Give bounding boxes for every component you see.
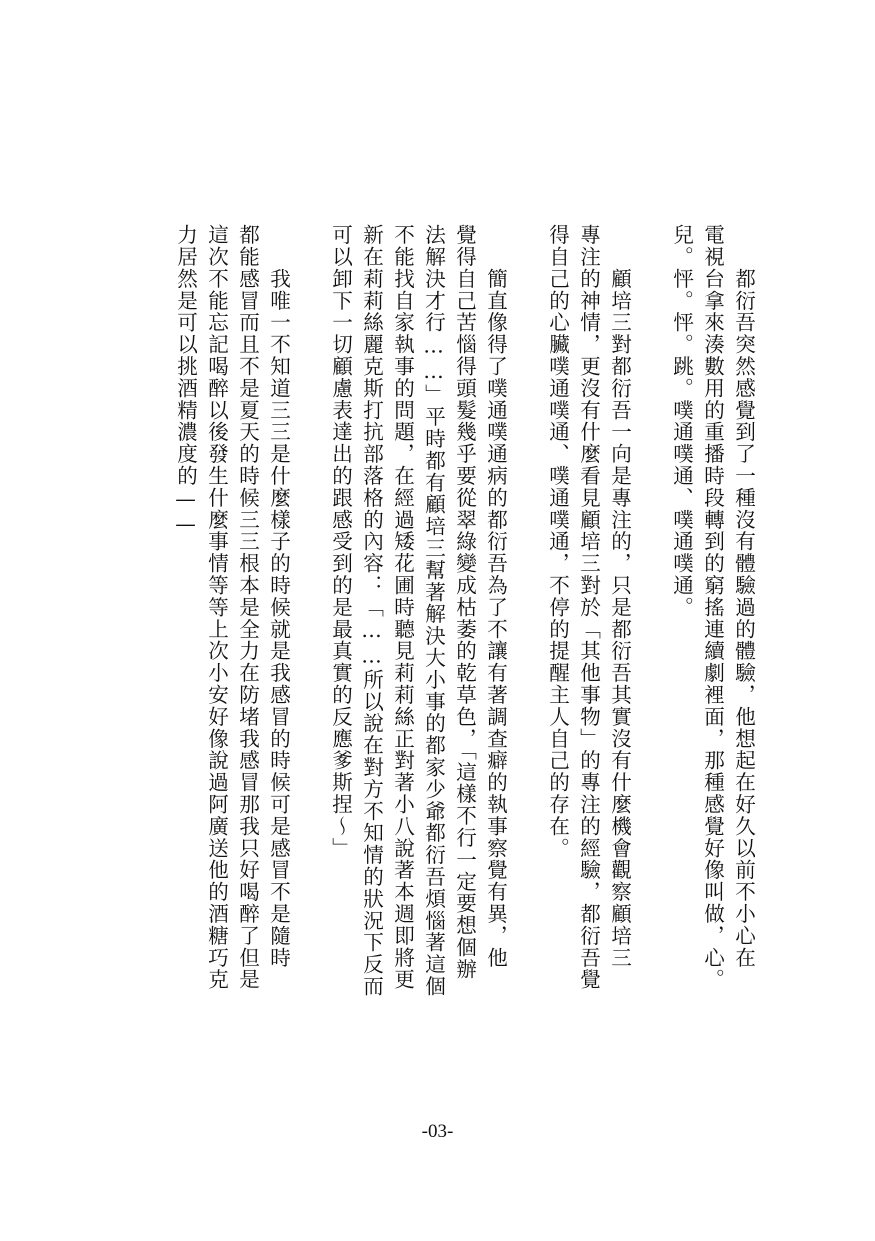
text-line: 得自己的心臟噗通噗通、噗通噗通，不停的提醒主人自己的存在。	[545, 224, 570, 860]
text-line: 我唯一不知道三三是什麼樣子的時候就是我感冒的時候可是感冒不是隨時	[266, 224, 291, 969]
text-line: 不能找自家執事的問題，在經過矮花圃時聽見莉莉絲正對著小八說著本週即將更	[390, 224, 415, 991]
text-line: 力居然是可以挑酒精濃度的——	[173, 224, 198, 538]
text-line: 可以卸下一切顧慮表達出的跟感受到的是最真實的反應爹斯捏～」	[328, 224, 353, 860]
text-line: 電視台拿來湊數用的重播時段轉到的窮搖連續劇裡面，那種感覺好像叫做，心。	[700, 224, 725, 991]
text-line: 都能感冒而且不是夏天的時候三三根本是全力在防堵我感冒那我只好喝醉了但是	[235, 224, 260, 991]
text-line: 都衍吾突然感覺到了一種沒有體驗過的體驗，他想起在好久以前不小心在	[731, 224, 756, 969]
text-line: 兒。怦。怦。跳。噗通噗通、噗通噗通。	[669, 224, 694, 619]
text-line: 這次不能忘記喝醉以後發生什麼事情等等上次小安好像說過阿廣送他的酒糖巧克	[204, 224, 229, 991]
text-line: 專注的神情，更沒有什麼看見顧培三對於「其他事物」的專注的經驗，都衍吾覺	[576, 224, 601, 991]
text-line: 法解決才行……」平時都有顧培三幫著解決大小事的都家少爺都衍吾煩惱著這個	[421, 224, 446, 998]
page-number: -03-	[421, 1121, 454, 1142]
text-line: 新在莉莉絲麗克斯打抗部落格的內容：「……所以說在對方不知情的狀況下反而	[359, 224, 384, 998]
text-line: 覺得自己苦惱得頭髮幾乎要從翠綠變成枯萎的乾草色，「這樣不行一定要想個辦	[452, 224, 477, 981]
text-line: 顧培三對都衍吾一向是專注的，只是都衍吾其實沒有什麼機會觀察顧培三	[607, 224, 632, 969]
text-line: 簡直像得了噗通噗通病的都衍吾為了不讓有著調查癖的執事察覺有異，他	[483, 224, 508, 969]
